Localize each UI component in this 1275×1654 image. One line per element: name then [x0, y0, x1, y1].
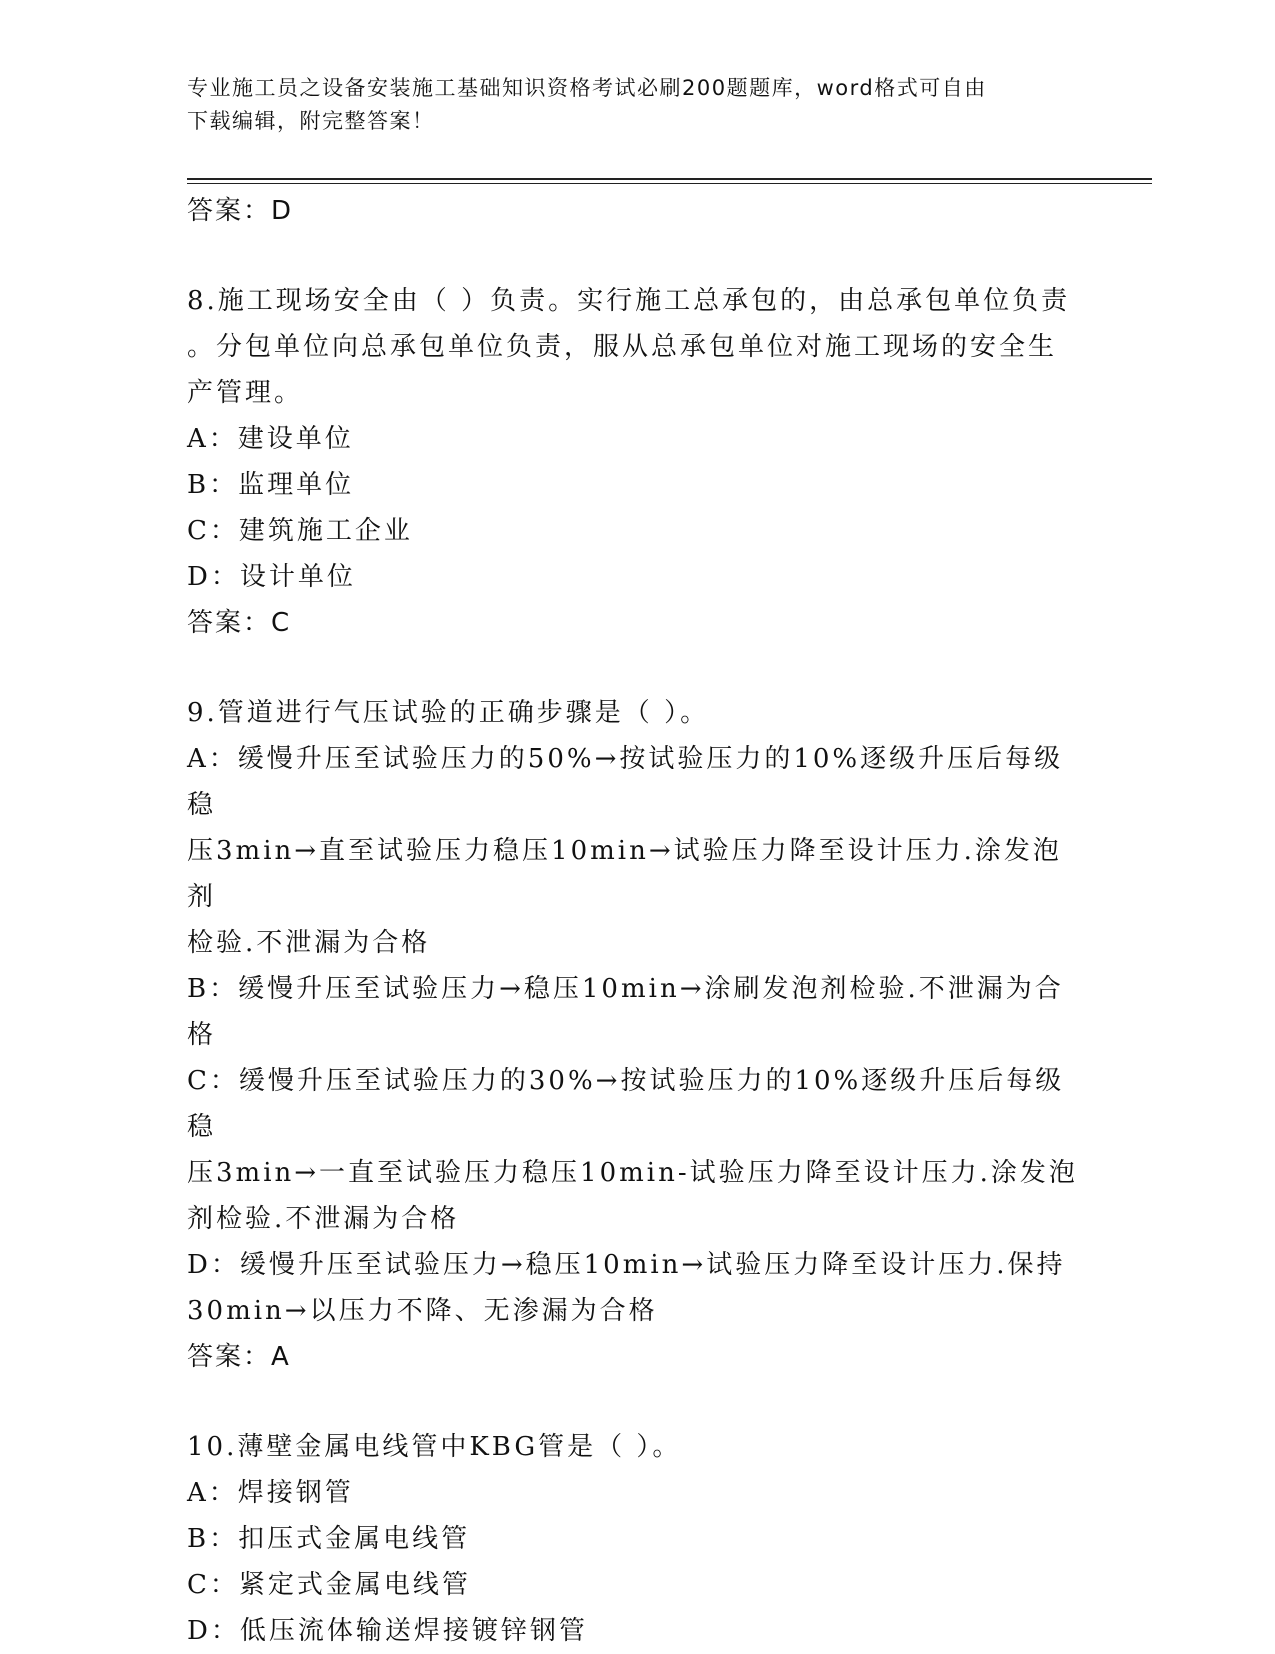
option-a: A：焊接钢管 — [187, 1478, 354, 1508]
spacer — [187, 234, 1087, 278]
option-b: B：监理单位 — [187, 470, 355, 500]
option-c-line: C：缓慢升压至试验压力的30%→按试验压力的10%逐级升压后每级稳 — [187, 1066, 1065, 1142]
header-line-1: 专业施工员之设备安装施工基础知识资格考试必刷200题题库，word格式可自由 — [187, 76, 987, 100]
option-d-line: D：缓慢升压至试验压力→稳压10min→试验压力降至设计压力.保持 — [187, 1250, 1066, 1280]
option-a-line: A：缓慢升压至试验压力的50%→按试验压力的10%逐级升压后每级稳 — [187, 744, 1064, 820]
option-d-line: 30min→以压力不降、无渗漏为合格 — [187, 1296, 658, 1326]
option-b: B：缓慢升压至试验压力→稳压10min→涂刷发泡剂检验.不泄漏为合格 — [187, 974, 1064, 1050]
spacer — [187, 1380, 1087, 1424]
option-b: B：扣压式金属电线管 — [187, 1524, 471, 1554]
header-line-2: 下载编辑，附完整答案！ — [187, 109, 435, 133]
option-c-line: 压3min→一直至试验压力稳压10min-试验压力降至设计压力.涂发泡 — [187, 1158, 1078, 1188]
question-8 — [187, 278, 1087, 646]
answer-line: 答案：D — [187, 196, 294, 226]
option-d: D：低压流体输送焊接镀锌钢管 — [187, 1616, 588, 1646]
option-c: C：紧定式金属电线管 — [187, 1570, 471, 1600]
option-a: A：建设单位 — [187, 424, 354, 454]
answer-line: 答案：A — [187, 1342, 291, 1372]
question-stem-line: 8.施工现场安全由（ ）负责。实行施工总承包的，由总承包单位负责 — [187, 286, 1071, 316]
question-stem-line: 。分包单位向总承包单位负责，服从总承包单位对施工现场的安全生 — [187, 332, 1058, 362]
question-10 — [187, 1424, 1087, 1654]
question-stem-line: 10.薄壁金属电线管中KBG管是（ ）。 — [187, 1432, 682, 1462]
question-9 — [187, 690, 1087, 1380]
spacer — [187, 646, 1087, 690]
answer-line: 答案：C — [187, 608, 292, 638]
option-c-line: 剂检验.不泄漏为合格 — [187, 1204, 460, 1234]
question-stem-line: 9.管道进行气压试验的正确步骤是（ ）。 — [187, 698, 710, 728]
question-stem-line: 产管理。 — [187, 378, 304, 408]
option-c: C：建筑施工企业 — [187, 516, 413, 546]
option-a-line: 压3min→直至试验压力稳压10min→试验压力降至设计压力.涂发泡剂 — [187, 836, 1062, 912]
question-list — [187, 188, 1087, 1654]
document-header — [187, 72, 1087, 138]
header-rule-thin — [187, 183, 1152, 184]
option-d: D：设计单位 — [187, 562, 356, 592]
option-a-line: 检验.不泄漏为合格 — [187, 928, 431, 958]
header-rule — [187, 178, 1152, 180]
